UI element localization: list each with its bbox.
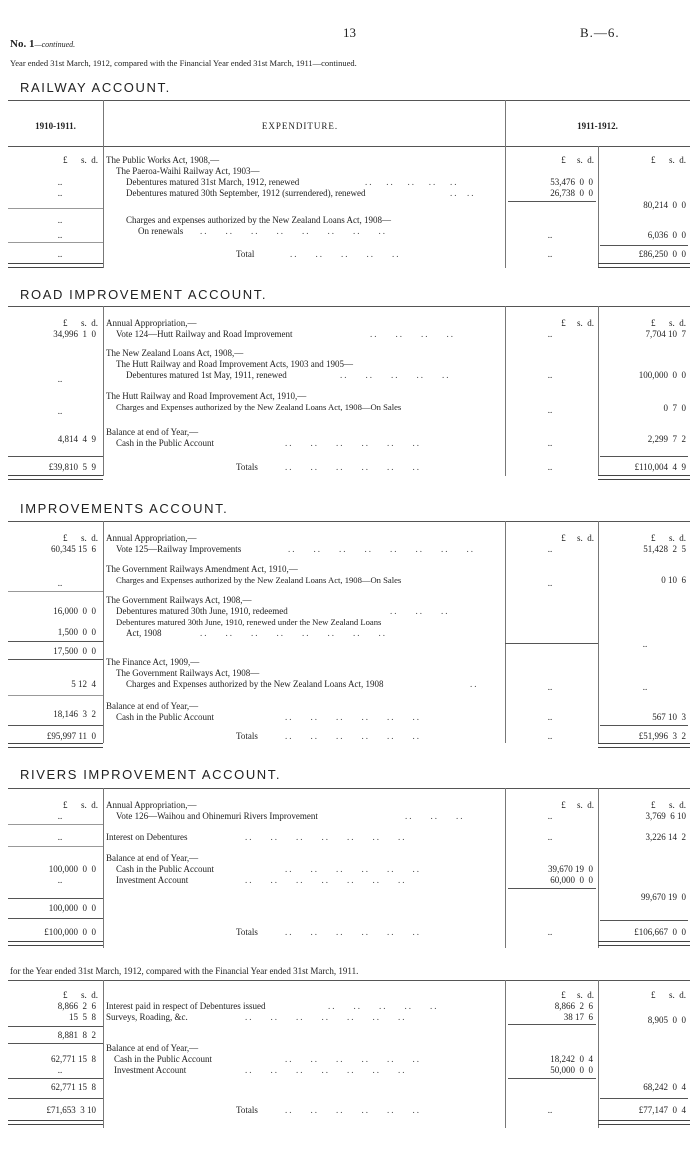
table-number-suffix: —continued. xyxy=(34,40,76,49)
road-line: Vote 124—Hutt Railway and Road Improvement xyxy=(116,329,293,339)
left-placeholder: .. xyxy=(57,832,63,842)
lsd-header-outer: £ s. d. xyxy=(650,318,686,328)
inner-placeholder: .. xyxy=(547,370,553,380)
page-number: 13 xyxy=(343,25,356,40)
lsd-header-inner: £ s. d. xyxy=(561,318,594,328)
rivers-line: Cash in the Public Account xyxy=(116,864,214,874)
rivers-left-subtotal: 100,000 0 0 xyxy=(48,903,96,913)
improvements-line: Annual Appropriation,— xyxy=(106,533,197,543)
final-left-subtotal: 8,881 8 2 xyxy=(57,1030,96,1040)
lsd-header-left: £ s. d. xyxy=(62,990,98,1000)
railway-title: RAILWAY ACCOUNT. xyxy=(20,80,171,95)
rivers-total: £106,667 0 0 xyxy=(634,927,686,937)
final-totals-label: Totals xyxy=(236,1105,258,1115)
lsd-header-inner: £ s. d. xyxy=(561,533,594,543)
table-number xyxy=(10,38,75,50)
final-line: Surveys, Roading, &c. xyxy=(106,1012,188,1022)
inner-placeholder: .. xyxy=(547,405,553,415)
table-number-label: No. 1 xyxy=(10,38,35,50)
railway-line: Charges and expenses authorized by the New Zealand Loans Act, 1908— xyxy=(126,215,392,225)
rivers-outer-amount: 3,769 6 10 xyxy=(645,811,686,821)
lsd-header-inner: £ s. d. xyxy=(561,800,594,810)
road-table: £ s. d. £ s. d. £ s. d. Annual Appropriation,— Vote 124—Hutt Railway and Road Improvement .. .. .. .. The New Zealand Loans Act, 1908,— The Hutt Railway and Road Improvement Acts, 1903 and 1905— Debentures matured 1st May, 1911, renewed .. .. .. .. .. The Hutt Railway and Road Improvement Act, 1910,— Charges and Expenses authorized by the New Zealand Loans Act, 1908—On Sales Balance at end of Year,— Cash in the Public Account .. .. .. .. .. .. Totals .. .. .. .. .. .. 34,996 1 0 .. .. 4,814 4 9 £39,810 5 9 .. .. .. .. .. 7,704 10 7 100,000 0 0 0 7 0 2,299 7 2 £110,004 4 9 xyxy=(0,306,700,481)
improvements-left-amount: 60,345 15 6 xyxy=(51,544,96,554)
railway-inner-amount: 26,738 0 0 xyxy=(550,188,593,198)
inner-placeholder: .. xyxy=(547,731,553,741)
road-line: Cash in the Public Account xyxy=(116,438,214,448)
rivers-inner-amount: 60,000 0 0 xyxy=(550,875,593,885)
col-1910-1911: 1910-1911. xyxy=(35,121,76,131)
rivers-title: RIVERS IMPROVEMENT ACCOUNT. xyxy=(20,767,282,782)
road-left-amount: 4,814 4 9 xyxy=(57,434,96,444)
final-inner-amount: 38 17 6 xyxy=(563,1012,593,1022)
left-placeholder: .. xyxy=(57,1065,63,1075)
improvements-left-subtotal: 17,500 0 0 xyxy=(53,646,96,656)
inner-placeholder: .. xyxy=(547,811,553,821)
outer-placeholder: .. xyxy=(642,639,648,649)
final-left-amount: 62,771 15 8 xyxy=(51,1082,96,1092)
road-left-total: £39,810 5 9 xyxy=(48,462,96,472)
inner-placeholder: .. xyxy=(547,832,553,842)
inner-placeholder: .. xyxy=(547,712,553,722)
left-placeholder: .. xyxy=(57,406,63,416)
inner-placeholder: .. xyxy=(547,544,553,554)
improvements-outer-amount: 0 10 6 xyxy=(661,575,686,585)
lsd-header-outer: £ s. d. xyxy=(650,533,686,543)
rivers-inner-amount: 39,670 19 0 xyxy=(548,864,593,874)
lsd-header-inner: £ s. d. xyxy=(561,155,594,165)
road-line: The Hutt Railway and Road Improvement Acts, 1903 and 1905— xyxy=(116,359,353,369)
road-outer-amount: 0 7 0 xyxy=(663,403,686,413)
left-placeholder: .. xyxy=(57,188,63,198)
rivers-left-amount: 100,000 0 0 xyxy=(48,864,96,874)
final-inner-amount: 50,000 0 0 xyxy=(550,1065,593,1075)
final-left-amount: 8,866 2 6 xyxy=(57,1001,96,1011)
rivers-table: £ s. d. £ s. d. £ s. d. Annual Appropriation,— Vote 126—Waihou and Ohinemuri Rivers Improvement .. .. .. Interest on Debentures .. .. .. .. .. .. .. Balance at end of Year,— Cash in the Public Account .. .. .. .. .. .. Investment Account .. .. .. .. .. .. .. Totals .. .. .. .. .. .. .. .. 100,000 0 0 .. 100,000 0 0 £100,000 0 0 .. .. 39,670 19 0 60,000 0 0 .. 3,769 6 10 3,226 14 2 99,670 19 0 £106,667 0 0 xyxy=(0,788,700,953)
improvements-totals-label: Totals xyxy=(236,731,258,741)
lsd-header-left: £ s. d. xyxy=(62,800,98,810)
rivers-line: Balance at end of Year,— xyxy=(106,853,199,863)
road-line: Annual Appropriation,— xyxy=(106,318,197,328)
railway-total-label: Total xyxy=(236,249,255,259)
inner-placeholder: .. xyxy=(547,927,553,937)
final-left-amount: 15 5 8 xyxy=(69,1012,96,1022)
road-outer-amount: 7,704 10 7 xyxy=(645,329,686,339)
inner-placeholder: .. xyxy=(547,462,553,472)
improvements-line: Act, 1908 xyxy=(126,628,162,638)
improvements-table: £ s. d. £ s. d. £ s. d. Annual Appropriation,— Vote 125—Railway Improvements .. .. .. .. .. .. .. .. The Government Railways Amendment Act, 1910,— Charges and Expenses authorized by the New Zealand Loans Act, 1908—On Sales The Government Railways Act, 1908,— Debentures matured 30th June, 1910, redeemed .. .. .. Debentures matured 30th June, 1910, renewed under the New Zealand Loans Act, 1908 .. .. .. .. .. .. .. .. The Finance Act, 1909,— The Government Railways Act, 1908— Charges and Expenses authorized by the New Zealand Loans Act, 1908 .. Balance at end of Year,— Cash in the Public Account .. .. .. .. .. .. Totals .. .. .. .. .. .. 60,345 15 6 .. 16,000 0 0 1,500 0 0 17,500 0 0 5 12 4 18,146 3 2 £95,997 11 0 .. .. .. .. .. 51,428 2 5 0 10 6 .. .. 567 10 3 £51,996 3 2 xyxy=(0,521,700,746)
document-reference: B.—6. xyxy=(580,25,620,40)
lsd-header-left: £ s. d. xyxy=(62,318,98,328)
railway-line: Debentures matured 30th September, 1912 (surrendered), renewed xyxy=(126,188,366,198)
inner-placeholder: .. xyxy=(547,230,553,240)
final-outer-amount: 68,242 0 4 xyxy=(643,1082,686,1092)
left-placeholder: .. xyxy=(57,177,63,187)
improvements-line: Cash in the Public Account xyxy=(116,712,214,722)
left-placeholder: .. xyxy=(57,374,63,384)
rivers-line: Annual Appropriation,— xyxy=(106,800,197,810)
road-left-amount: 34,996 1 0 xyxy=(53,329,96,339)
improvements-left-amount: 18,146 3 2 xyxy=(53,709,96,719)
rivers-outer-amount: 99,670 19 0 xyxy=(641,892,686,902)
improvements-outer-amount: 51,428 2 5 xyxy=(643,544,686,554)
road-line: The Hutt Railway and Road Improvement Act, 1910,— xyxy=(106,391,307,401)
improvements-line: Vote 125—Railway Improvements xyxy=(116,544,242,554)
road-total: £110,004 4 9 xyxy=(634,462,686,472)
outer-placeholder: .. xyxy=(642,682,648,692)
road-line: Debentures matured 1st May, 1911, renewed xyxy=(126,370,287,380)
railway-total: £86,250 0 0 xyxy=(638,249,686,259)
improvements-line: Balance at end of Year,— xyxy=(106,701,199,711)
railway-outer-amount: 80,214 0 0 xyxy=(643,200,686,210)
improvements-line: Debentures matured 30th June, 1910, renewed under the New Zealand Loans xyxy=(116,617,382,627)
improvements-left-amount: 5 12 4 xyxy=(71,679,96,689)
final-total: £77,147 0 4 xyxy=(638,1105,686,1115)
rivers-line: Vote 126—Waihou and Ohinemuri Rivers Improvement xyxy=(116,811,318,821)
improvements-line: Charges and Expenses authorized by the New Zealand Loans Act, 1908—On Sales xyxy=(116,575,402,585)
final-subtitle: for the Year ended 31st March, 1912, compared with the Financial Year ended 31st March, 1911. xyxy=(10,966,359,976)
improvements-line: Debentures matured 30th June, 1910, redeemed xyxy=(116,606,288,616)
lsd-header-left: £ s. d. xyxy=(62,155,98,165)
inner-placeholder: .. xyxy=(547,682,553,692)
improvements-left-amount: 1,500 0 0 xyxy=(57,627,96,637)
final-line: Interest paid in respect of Debentures issued xyxy=(106,1001,266,1011)
road-outer-amount: 100,000 0 0 xyxy=(638,370,686,380)
improvements-line: The Government Railways Act, 1908,— xyxy=(106,595,252,605)
lsd-header-outer: £ s. d. xyxy=(650,800,686,810)
railway-inner-amount: 53,476 0 0 xyxy=(550,177,593,187)
road-outer-amount: 2,299 7 2 xyxy=(647,434,686,444)
improvements-line: The Government Railways Act, 1908— xyxy=(116,668,260,678)
final-line: Balance at end of Year,— xyxy=(106,1043,199,1053)
improvements-title: IMPROVEMENTS ACCOUNT. xyxy=(20,501,229,516)
railway-line: On renewals xyxy=(138,226,184,236)
lsd-header-outer: £ s. d. xyxy=(650,155,686,165)
railway-line: The Paeroa-Waihi Railway Act, 1903— xyxy=(116,166,260,176)
final-inner-amount: 8,866 2 6 xyxy=(554,1001,593,1011)
final-table: £ s. d. £ s. d. £ s. d. Interest paid in respect of Debentures issued .. .. .. .. .. Surveys, Roading, &c. .. .. .. .. .. .. .. Balance at end of Year,— Cash in the Public Account .. .. .. .. .. .. Investment Account .. .. .. .. .. .. .. Totals .. .. .. .. .. .. 8,866 2 6 15 5 8 8,881 8 2 62,771 15 8 .. 62,771 15 8 £71,653 3 10 8,866 2 6 38 17 6 18,242 0 4 50,000 0 0 .. 8,905 0 0 68,242 0 4 £77,147 0 4 xyxy=(0,980,700,1145)
inner-placeholder: .. xyxy=(547,329,553,339)
left-placeholder: .. xyxy=(57,875,63,885)
improvements-outer-amount: 567 10 3 xyxy=(652,712,686,722)
road-title: ROAD IMPROVEMENT ACCOUNT. xyxy=(20,287,268,302)
railway-outer-amount: 6,036 0 0 xyxy=(647,230,686,240)
col-expenditure: EXPENDITURE. xyxy=(261,121,339,131)
left-placeholder: .. xyxy=(57,249,63,259)
left-placeholder: .. xyxy=(57,230,63,240)
inner-placeholder: .. xyxy=(547,1105,553,1115)
page-subtitle: Year ended 31st March, 1912, compared with the Financial Year ended 31st March, 1911—continued. xyxy=(10,58,357,68)
road-line: Charges and Expenses authorized by the New Zealand Loans Act, 1908—On Sales xyxy=(116,402,402,412)
rivers-totals-label: Totals xyxy=(236,927,258,937)
lsd-header-outer: £ s. d. xyxy=(650,990,686,1000)
final-outer-amount: 8,905 0 0 xyxy=(647,1015,686,1025)
inner-placeholder: .. xyxy=(547,578,553,588)
railway-table: 1910-1911. EXPENDITURE. 1911-1912. £ s. d. £ s. d. £ s. d. The Public Works Act, 1908,— The Paeroa-Waihi Railway Act, 1903— Debentures matured 31st March, 1912, renewed Debentures matured 30th September, 1912 (surrendered), renewed .. .. .. .. .. .. .. Charges and expenses authorized by the New Zealand Loans Act, 1908— On renewals .. .. .. .. .. .. .. .. Total .. .. .. .. .. .. .. .. .. .. 53,476 0 0 26,738 0 0 .. .. 80,214 0 0 6,036 0 0 £86,250 0 0 xyxy=(0,100,700,270)
improvements-line: The Government Railways Amendment Act, 1910,— xyxy=(106,564,298,574)
final-line: Investment Account xyxy=(114,1065,187,1075)
road-line: The New Zealand Loans Act, 1908,— xyxy=(106,348,244,358)
inner-placeholder: .. xyxy=(547,249,553,259)
road-line: Balance at end of Year,— xyxy=(106,427,199,437)
final-line: Cash in the Public Account xyxy=(114,1054,212,1064)
final-left-total: £71,653 3 10 xyxy=(46,1105,96,1115)
improvements-left-total: £95,997 11 0 xyxy=(46,731,96,741)
rivers-outer-amount: 3,226 14 2 xyxy=(645,832,686,842)
improvements-left-amount: 16,000 0 0 xyxy=(53,606,96,616)
final-left-amount: 62,771 15 8 xyxy=(51,1054,96,1064)
lsd-header-inner: £ s. d. xyxy=(561,990,594,1000)
rivers-left-total: £100,000 0 0 xyxy=(44,927,96,937)
railway-line: Debentures matured 31st March, 1912, renewed xyxy=(126,177,300,187)
improvements-line: Charges and Expenses authorized by the New Zealand Loans Act, 1908 xyxy=(126,679,384,689)
inner-placeholder: .. xyxy=(547,438,553,448)
lsd-header-left: £ s. d. xyxy=(62,533,98,543)
road-totals-label: Totals xyxy=(236,462,258,472)
left-placeholder: .. xyxy=(57,215,63,225)
railway-line: The Public Works Act, 1908,— xyxy=(106,155,220,165)
col-1911-1912: 1911-1912. xyxy=(577,121,618,131)
improvements-total: £51,996 3 2 xyxy=(638,731,686,741)
improvements-line: The Finance Act, 1909,— xyxy=(106,657,200,667)
rivers-line: Interest on Debentures xyxy=(106,832,188,842)
left-placeholder: .. xyxy=(57,811,63,821)
left-placeholder: .. xyxy=(57,578,63,588)
final-inner-amount: 18,242 0 4 xyxy=(550,1054,593,1064)
rivers-line: Investment Account xyxy=(116,875,189,885)
